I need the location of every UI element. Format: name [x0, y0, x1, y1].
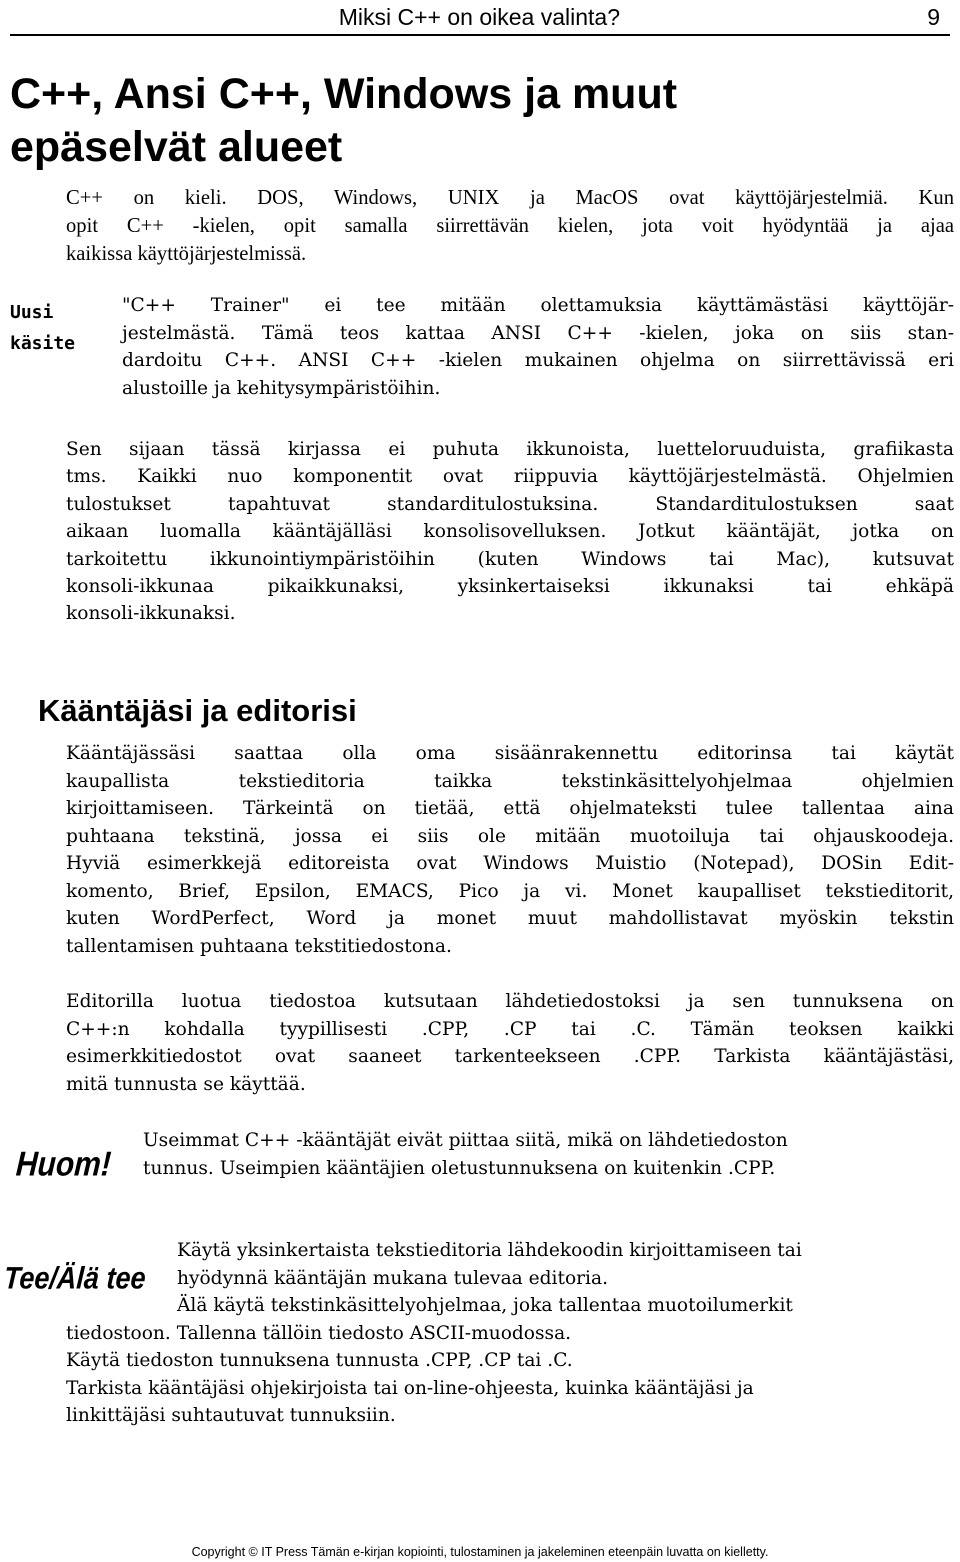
text-line: aikaan luomalla kääntäjälläsi konsolisovelluksen. Jotkut kääntäjät, jotka on — [66, 521, 954, 543]
text-line: jestelmästä. Tämä teos kattaa ANSI C++ -kielen, joka on siis stan- — [122, 322, 954, 344]
text-line: C++:n kohdalla tyypillisesti .CPP, .CP tai .C. Tämän teoksen kaikki — [66, 1018, 954, 1040]
text-line: Sen sijaan tässä kirjassa ei puhuta ikkunoista, luetteloruuduista, grafiikasta — [66, 439, 954, 460]
huom-label: Huom! — [14, 1145, 113, 1184]
text-line: tunnus. Useimpien kääntäjien oletustunnuksena on kuitenkin .CPP. — [143, 1157, 776, 1179]
text-line: tms. Kaikki nuo komponentit ovat riippuvia käyttöjärjestelmästä. Ohjelmien — [66, 466, 954, 488]
do-dont-label: Tee/Älä tee — [2, 1260, 147, 1296]
text-line: tarkoitettu ikkunointiympäristöihin (kuten Windows tai Mac), kutsuvat — [66, 548, 954, 570]
margin-note-line: Uusi — [10, 302, 54, 323]
text-line: Editorilla luotua tiedostoa kutsutaan lähdetiedostoksi ja sen tunnuksena on — [66, 991, 954, 1012]
text-line: kuten WordPerfect, Word ja monet muut mahdollistavat myöskin tekstin — [66, 908, 954, 929]
chapter-title — [10, 68, 677, 174]
dont-line: tiedostoon. Tallenna tällöin tiedosto ASCII-muodossa. — [66, 1322, 572, 1344]
text-line: puhtaana tekstinä, jossa ei siis ole mitään muotoiluja tai ohjauskoodeja. — [66, 825, 954, 847]
do-line: Tarkista kääntäjäsi ohjekirjoista tai on-line-ohjeesta, kuinka kääntäjäsi ja — [66, 1377, 754, 1399]
margin-note-line: käsite — [10, 333, 76, 354]
text-line: tallentamisen puhtaana tekstitiedostona. — [66, 935, 452, 957]
running-header — [10, 4, 950, 36]
editor-paragraph — [66, 740, 954, 960]
running-header-title: Miksi C++ on oikea valinta? — [338, 4, 620, 30]
chapter-title-line: C++, Ansi C++, Windows ja muut — [10, 70, 678, 118]
do-line: hyödynnä kääntäjän mukana tulevaa editoria. — [177, 1267, 608, 1289]
text-line: Useimmat C++ -kääntäjät eivät piittaa siitä, mikä on lähdetiedoston — [143, 1130, 788, 1151]
text-line: kaupallista tekstieditoria taikka tekstinkäsittelyohjelmaa ohjelmien — [66, 770, 954, 792]
text-line: C++ on kieli. DOS, Windows, UNIX ja MacOS ovat käyttöjärjestelmiä. Kun — [66, 187, 954, 209]
section-title: Kääntäjäsi ja editorisi — [38, 693, 357, 728]
huom-note — [143, 1127, 954, 1182]
text-line: opit C++ -kielen, opit samalla siirrettävän kielen, jota voit hyödyntää ja ajaa — [66, 215, 954, 237]
margin-note-new-concept — [10, 297, 75, 359]
new-concept-paragraph — [122, 292, 954, 403]
text-line: alustoille ja kehitysympäristöihin. — [122, 378, 441, 400]
copyright-footer: Copyright © IT Press Tämän e-kirjan kopiointi, tulostaminen ja jakeleminen eteenpäin luvatta on kielletty. — [191, 1545, 769, 1559]
text-line: kaikissa käyttöjärjestelmissä. — [66, 243, 307, 265]
text-line: konsoli-ikkunaksi. — [66, 603, 236, 625]
text-line: kirjoittamiseen. Tärkeintä on tietää, että ohjelmateksti tulee tallentaa aina — [66, 798, 954, 819]
text-line: Kääntäjässäsi saattaa olla oma sisäänrakennettu editorinsa tai käytät — [66, 743, 954, 764]
text-line: "C++ Trainer" ei tee mitään olettamuksia käyttämästäsi käyttöjär- — [122, 295, 954, 316]
page-number: 9 — [927, 4, 940, 30]
text-line: esimerkkitiedostot ovat saaneet tarkenteekseen .CPP. Tarkista kääntäjästäsi, — [66, 1046, 954, 1067]
do-line: Käytä tiedoston tunnuksena tunnusta .CPP, .CP tai .C. — [66, 1350, 573, 1371]
do-line: Käytä yksinkertaista tekstieditoria lähdekoodin kirjoittamiseen tai — [177, 1240, 802, 1261]
text-line: tulostukset tapahtuvat standarditulostuksina. Standarditulostuksen saat — [66, 493, 954, 515]
do-line: linkittäjäsi suhtautuvat tunnuksiin. — [66, 1405, 396, 1426]
text-line: mitä tunnusta se käyttää. — [66, 1073, 306, 1095]
text-line: konsoli-ikkunaa pikaikkunaksi, yksinkertaiseksi ikkunaksi tai ehkäpä — [66, 576, 954, 598]
intro-paragraph — [66, 184, 954, 268]
no-gui-paragraph — [66, 436, 954, 628]
dont-line: Älä käytä tekstinkäsittelyohjelmaa, joka tallentaa muotoilumerkit — [177, 1295, 793, 1316]
chapter-title-line: epäselvät alueet — [10, 123, 343, 171]
do-dont-block — [66, 1237, 954, 1430]
source-file-paragraph — [66, 988, 954, 1098]
text-line: dardoitu C++. ANSI C++ -kielen mukainen ohjelma on siirrettävissä eri — [122, 350, 954, 372]
text-line: Hyviä esimerkkejä editoreista ovat Windows Muistio (Notepad), DOSin Edit- — [66, 853, 954, 874]
text-line: komento, Brief, Epsilon, EMACS, Pico ja vi. Monet kaupalliset tekstieditorit, — [66, 880, 954, 902]
